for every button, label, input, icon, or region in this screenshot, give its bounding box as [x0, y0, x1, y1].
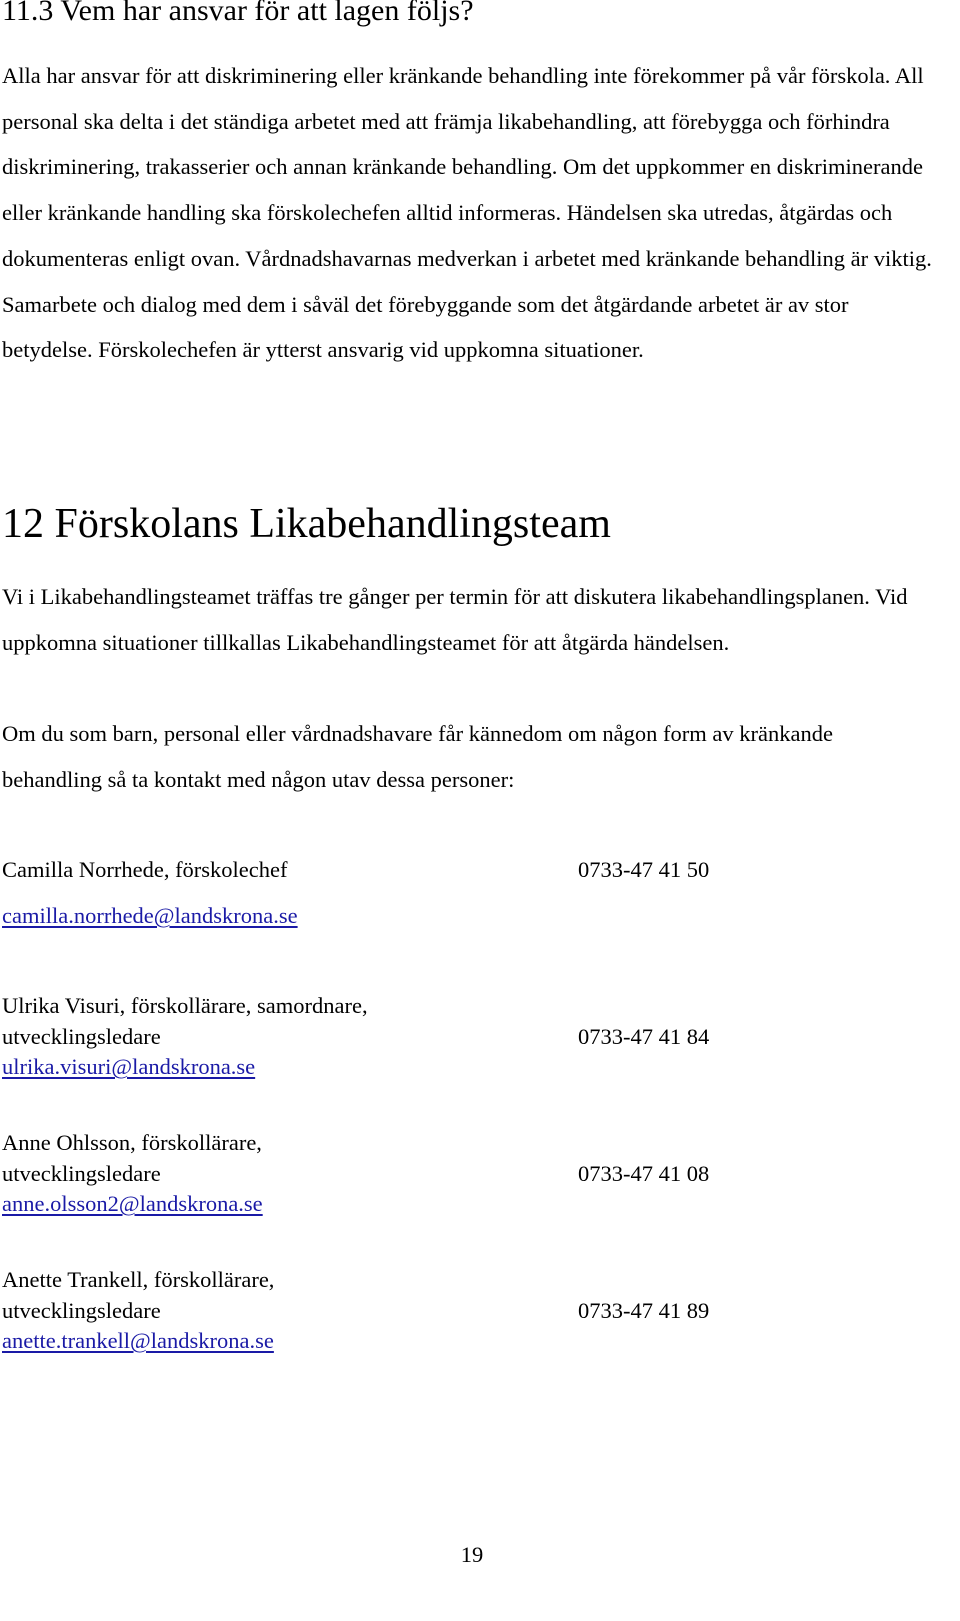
contact-email-link[interactable]: ulrika.visuri@landskrona.se [2, 1054, 256, 1079]
contact-role: utvecklingsledare [2, 1297, 161, 1323]
contact-phone: 0733-47 41 89 [578, 1297, 710, 1323]
contact-role: utvecklingsledare [2, 1023, 161, 1049]
section-heading-12: 12 Förskolans Likabehandlingsteam [2, 501, 611, 547]
contact-block [2, 854, 942, 946]
contact-block [2, 991, 942, 1083]
contact-name: Anette Trankell, förskollärare, [2, 1267, 275, 1292]
contact-name: Camilla Norrhede, förskolechef [2, 857, 288, 882]
section-heading-11-3: 11.3 Vem har ansvar för att lagen följs? [2, 0, 474, 27]
contact-email-link[interactable]: camilla.norrhede@landskrona.se [2, 903, 298, 928]
section-12-paragraph-2: Om du som barn, personal eller vårdnadshavare får kännedom om någon form av kränkande behandling så ta kontakt med någon utav dessa personer: [2, 721, 833, 792]
contact-phone: 0733-47 41 50 [578, 857, 710, 882]
page-number: 19 [460, 1542, 484, 1567]
contact-block [2, 1265, 942, 1357]
contact-block [2, 1128, 942, 1220]
contact-email-link[interactable]: anette.trankell@landskrona.se [2, 1328, 274, 1353]
contact-email-link[interactable]: anne.olsson2@landskrona.se [2, 1191, 263, 1216]
contact-phone: 0733-47 41 84 [578, 1023, 710, 1049]
contact-role: utvecklingsledare [2, 1160, 161, 1186]
contact-name: Anne Ohlsson, förskollärare, [2, 1130, 262, 1155]
section-12-paragraph-1: Vi i Likabehandlingsteamet träffas tre gånger per termin för att diskutera likabehandlingsplanen. Vid uppkomna situationer tillkallas Likabehandlingsteamet för att åtgärda händelsen. [2, 584, 908, 655]
contact-name: Ulrika Visuri, förskollärare, samordnare, [2, 993, 368, 1018]
contact-phone: 0733-47 41 08 [578, 1160, 710, 1186]
section-11-3-paragraph: Alla har ansvar för att diskriminering eller kränkande behandling inte förekommer på vår förskola. All personal ska delta i det ständiga arbetet med att främja likabehandling, att förebygga och förhindra diskriminering, trakasserier och annan kränkande behandling. Om det uppkommer en diskriminerande eller kränkande handling ska förskolechefen alltid informeras. Händelsen ska utredas, åtgärdas och dokumenteras enligt ovan. Vårdnadshavarnas medverkan i arbetet med kränkande behandling är viktig. Samarbete och dialog med dem i såväl det förebyggande som det åtgärdande arbetet är av stor betydelse. Förskolechefen är ytterst ansvarig vid uppkomna situationer. [2, 63, 932, 363]
